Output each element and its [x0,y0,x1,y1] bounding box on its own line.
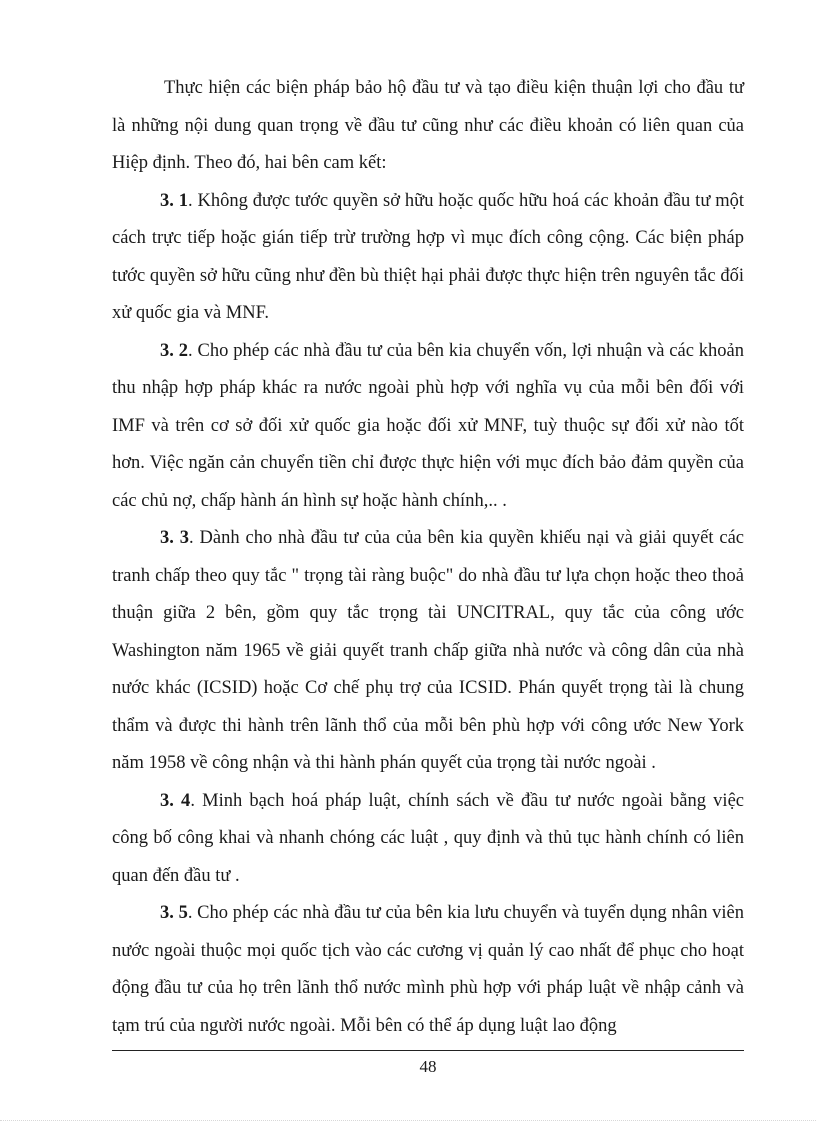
clause-text: . Dành cho nhà đầu tư của của bên kia quyền khiếu nại và giải quyết các tranh chấp theo quy tắc " trọng tài ràng buộc" do nhà đầu tư lựa chọn hoặc theo thoả thuận giữa 2 bên, gồm quy tắc trọng tài UNCITRAL, quy tắc của công ước Washington năm 1965 về giải quyết tranh chấp giữa nhà nước và công dân của nhà nước khác (ICSID) hoặc Cơ chế phụ trợ của ICSID. Phán quyết trọng tài là chung thẩm và được thi hành trên lãnh thổ của mỗi bên phù hợp với công ước New York năm 1958 về công nhận và thi hành phán quyết của trọng tài nước ngoài . [112,528,744,773]
intro-paragraph: Thực hiện các biện pháp bảo hộ đầu tư và tạo điều kiện thuận lợi cho đầu tư là những nội dung quan trọng về đầu tư cũng như các điều khoản có liên quan của Hiệp định. Theo đó, hai bên cam kết: [112,78,744,173]
clause-3-5 [112,895,744,1045]
clause-number: 3. 5 [160,903,188,923]
clause-number: 3. 4 [160,790,191,811]
clause-number: 3. 2 [160,340,188,361]
clause-3-4 [112,783,744,896]
page-edge-divider [0,1120,816,1121]
clause-text: . Cho phép các nhà đầu tư của bên kia lưu chuyển và tuyển dụng nhân viên nước ngoài thuộc mọi quốc tịch vào các cương vị quản lý cao nhất để phục cho hoạt động đầu tư của họ trên lãnh thổ nước mình phù hợp với pháp luật về nhập cảnh và tạm trú của người nước ngoài. Mỗi bên có thể áp dụng luật lao động [112,903,744,1036]
document-body [112,70,744,1045]
clause-3-2 [112,333,744,521]
footer-divider [112,1050,744,1051]
clause-number: 3. 3 [160,528,190,548]
clause-text: . Không được tước quyền sở hữu hoặc quốc hữu hoá các khoản đầu tư một cách trực tiếp hoặc gián tiếp trừ trường hợp vì mục đích công cộng. Các biện pháp tước quyền sở hữu cũng như đền bù thiệt hại phải được thực hiện trên nguyên tắc đối xử quốc gia và MNF. [112,190,745,323]
page-number: 48 [419,1057,437,1076]
clause-number: 3. 1 [160,190,189,211]
clause-text: . Cho phép các nhà đầu tư của bên kia chuyển vốn, lợi nhuận và các khoản thu nhập hợp pháp khác ra nước ngoài phù hợp với nghĩa vụ của mỗi bên đối với IMF và trên cơ sở đối xử quốc gia hoặc đối xử MNF, tuỳ thuộc sự đối xử nào tốt hơn. Việc ngăn cản chuyển tiền chỉ được thực hiện với mục đích bảo đảm quyền của các chủ nợ, chấp hành án hình sự hoặc hành chính,.. . [112,340,744,511]
clause-text: . Minh bạch hoá pháp luật, chính sách về đầu tư nước ngoài bằng việc công bố công khai và nhanh chóng các luật , quy định và thủ tục hành chính có liên quan đến đầu tư . [112,790,744,886]
clause-3-3 [112,520,744,783]
clause-3-1 [112,183,744,333]
